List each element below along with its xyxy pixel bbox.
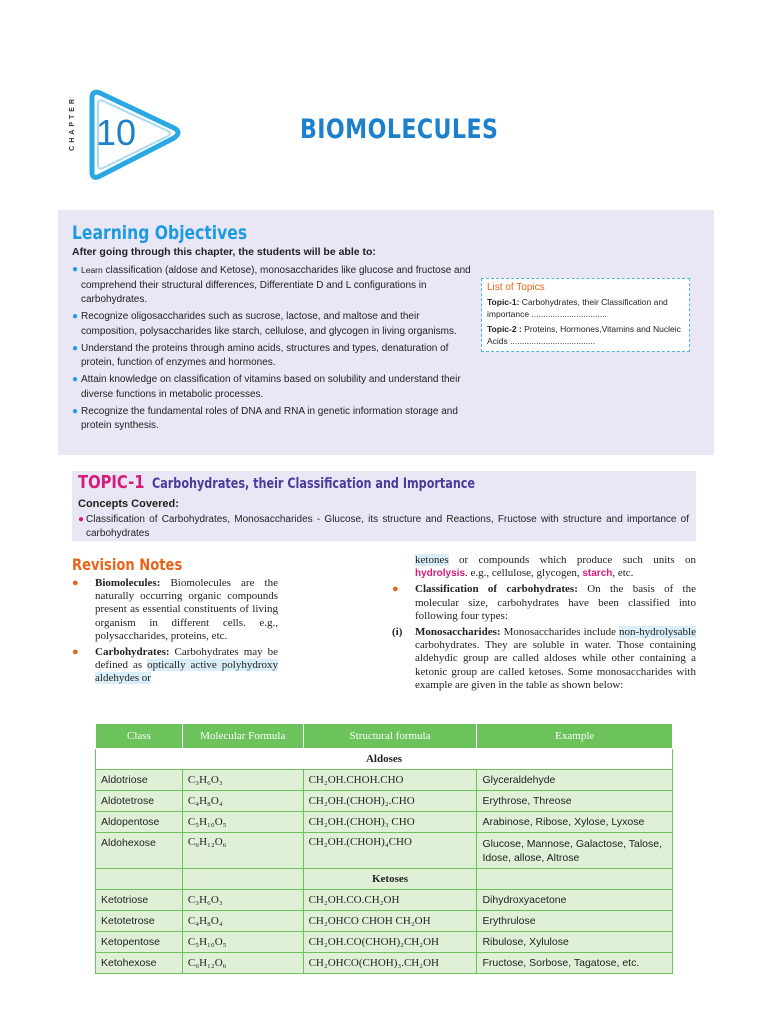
objective-item: ● Recognize oligosaccharides such as sucrose, lactose, and maltose and their composition, polysaccharides like starch, cellulose, and glycogen in living organisms.: [72, 311, 457, 337]
table-row: Aldotriose C₃H₆O₃ CH₂OH.CHOH.CHO Glyceraldehyde: [96, 770, 673, 791]
group-label: Aldoses: [96, 749, 673, 770]
concepts-covered-label: Concepts Covered:: [78, 498, 179, 510]
bullet-icon: ●: [72, 646, 79, 659]
bullet-icon: ●: [392, 583, 399, 596]
list-of-topics-box: [481, 278, 690, 352]
objective-item: ● Attain knowledge on classification of vitamins based on solubility and understand their diverse functions in metabolic processes.: [72, 374, 461, 400]
group-label: Ketoses: [303, 869, 477, 890]
learning-objectives-title: Learning Objectives: [72, 222, 248, 244]
table-row: Ketotetrose C₄H₈O₄ CH₂OHCO CHOH CH₂OH Erythrulose: [96, 911, 673, 932]
list-of-topics-title: List of Topics: [487, 282, 545, 293]
note-biomolecules: ● Biomolecules: Biomolecules are the naturally occurring organic compounds present as essential constituents of living organism in different cells. e.g., polysaccharides, proteins, etc.: [72, 577, 278, 642]
bullet-icon: ●: [78, 514, 85, 525]
table-group-row: [96, 749, 673, 770]
bullet-icon: ●: [72, 311, 79, 322]
topic-name: Carbohydrates, their Classification and Importance: [151, 476, 475, 492]
bullet-icon: ●: [72, 405, 79, 417]
topic-number: TOPIC-1: [78, 472, 145, 493]
note-classification: ● Classification of carbohydrates: On the basis of the molecular size, carbohydrates have been classified into following four types:: [392, 583, 696, 622]
note-monosaccharides: (i) Monosaccharides: Monosaccharides include non-hydrolysable carbohydrates. They are soluble in water. Those containing aldehydic group are called aldoses while other containing a ketonic group are called ketoses. Some monosaccharides with example are given in the table as shown below:: [392, 626, 696, 691]
column-header: Class: [96, 724, 183, 749]
table-row: Aldotetrose C₄H₈O₄ CH₂OH.(CHOH)₂.CHO Erythrose, Threose: [96, 791, 673, 812]
table-row: Aldopentose C₅H₁₀O₅ CH₂OH.(CHOH)₃ CHO Arabinose, Ribose, Xylose, Lyxose: [96, 812, 673, 833]
topic-list-item[interactable]: Topic-1: Carbohydrates, their Classification and importance ................................: [487, 297, 668, 319]
left-column: [72, 577, 278, 689]
table-row: Ketohexose C₆H₁₂O₆ CH₂OHCO(CHOH)₃.CH₂OH Fructose, Sorbose, Tagatose, etc.: [96, 953, 673, 974]
bullet-icon: ●: [72, 374, 79, 385]
table-header-row: [96, 724, 673, 749]
revision-notes-title: Revision Notes: [72, 555, 183, 574]
table-row: Ketotriose C₃H₆O₃ CH₂OH.CO.CH₂OH Dihydroxyacetone: [96, 890, 673, 911]
column-header: Example: [477, 724, 673, 749]
column-header: Structural formula: [303, 724, 477, 749]
column-header: Molecular Formula: [182, 724, 303, 749]
objective-item: ● Understand the proteins through amino acids, structures and types, denaturation of protein, function of enzymes and hormones.: [72, 342, 449, 368]
item-label: (i): [392, 626, 403, 639]
table-row: Ketopentose C₅H₁₀O₅ CH₂OH.CO(CHOH)₂CH₂OH Ribulose, Xylulose: [96, 932, 673, 953]
objective-item: ● Recognize the fundamental roles of DNA and RNA in genetic information storage and protein synthesis.: [72, 405, 458, 431]
panel-perforation-bottom: [58, 452, 714, 458]
bullet-icon: ●: [72, 264, 79, 275]
objective-item: ● Learn classification (aldose and Ketose), monosaccharides like glucose and fructose and comprehend their structural differences, Differentiate D and L configurations in carbohydrates.: [72, 264, 471, 305]
topic-list-item[interactable]: Topic-2 : Proteins, Hormones,Vitamins and Nucleic Acids ....................................: [487, 324, 681, 346]
panel-perforation-top: [58, 207, 714, 213]
note-carbohydrates-cont: ketones or compounds which produce such units on hydrolysis. e.g., cellulose, glycogen, starch, etc.: [415, 554, 696, 580]
learning-objectives-subtitle: After going through this chapter, the students will be able to:: [72, 246, 376, 258]
chapter-number: 10: [96, 112, 137, 153]
monosaccharide-table: [95, 723, 673, 974]
chapter-word: CHAPTER: [69, 96, 76, 151]
bullet-icon: ●: [72, 342, 79, 354]
right-column: [392, 554, 696, 695]
bullet-icon: ●: [72, 577, 79, 589]
objectives-list: [72, 263, 472, 436]
note-carbohydrates: ● Carbohydrates: Carbohydrates may be defined as optically active polyhydroxy aldehydes or: [72, 646, 278, 685]
chapter-title: BIOMOLECULES: [300, 114, 499, 145]
table-row: Aldohexose C₆H₁₂O₆ CH₂OH.(CHOH)₄CHO Glucose, Mannose, Galactose, Talose, Idose, allose, Altrose: [96, 833, 673, 869]
table-group-row: [96, 869, 673, 890]
concepts-covered-text: ● Classification of Carbohydrates, Monosaccharides - Glucose, its structure and Reactions, Fructose with structure and importance of carbohydrates: [78, 514, 689, 539]
topic-heading: [78, 472, 555, 493]
